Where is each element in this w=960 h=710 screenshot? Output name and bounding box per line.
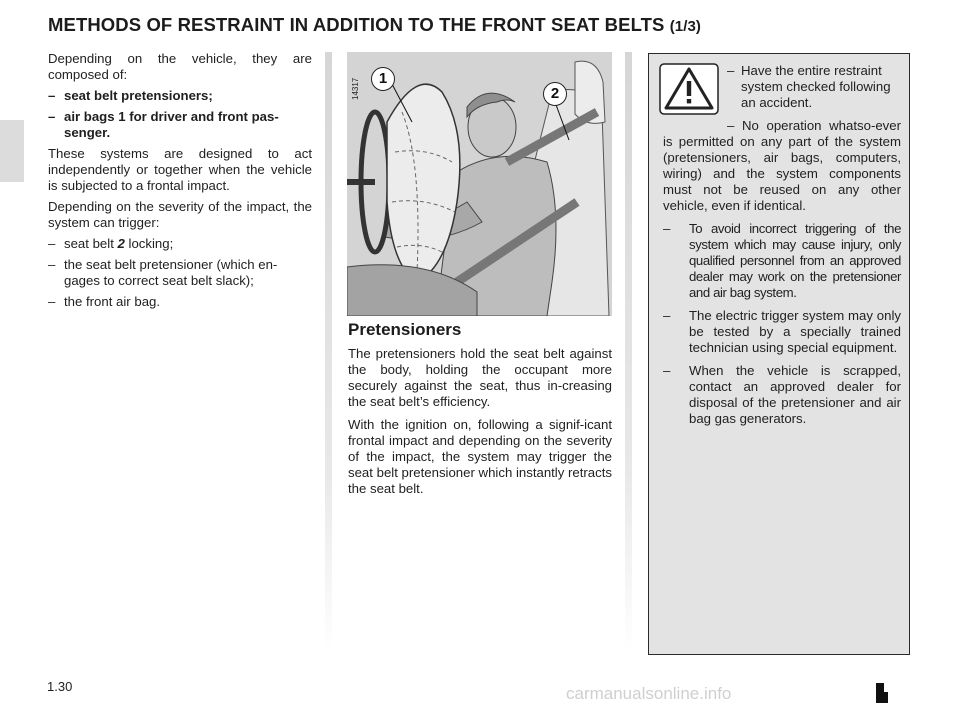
chapter-tab <box>0 120 24 182</box>
warning-box <box>648 53 910 655</box>
section-heading: Pretensioners <box>348 320 462 339</box>
list-item: – air bags 1 for driver and front pas-senger. <box>48 109 279 140</box>
airbag-illustration <box>347 52 612 316</box>
airbag-drawing <box>347 52 612 316</box>
column-divider <box>625 52 632 652</box>
intro-paragraph: These systems are designed to act independently or together when the vehicle is subjected to a frontal impact. <box>48 146 312 193</box>
intro-column <box>48 51 312 315</box>
warning-item: – Have the entire restraint system checked following an accident. <box>727 63 891 110</box>
list-item: – the seat belt pretensioner (which en-gages to correct seat belt slack); <box>48 257 278 288</box>
callout-2: 2 <box>543 82 567 106</box>
page-corner-mark <box>876 683 884 703</box>
page-title: METHODS OF RESTRAINT IN ADDITION TO THE FRONT SEAT BELTS (1/3) <box>48 14 702 35</box>
watermark: carmanualsonline.info <box>566 684 732 703</box>
callout-1: 1 <box>371 67 395 91</box>
section-paragraph: With the ignition on, following a signif-icant frontal impact and depending on the severity of the impact, the system may trigger the seat belt pretensioner which instantly retracts the seat belt. <box>348 417 612 496</box>
page-part: (1/3) <box>669 18 702 35</box>
list-item: – the front air bag. <box>48 294 161 309</box>
column-divider <box>325 52 332 652</box>
warning-item: – No operation whatso-ever is permitted on any part of the system (pretensioners, air bags, computers, wiring) and the system components must not be reused on any other vehicle, even if identical. <box>663 118 901 213</box>
warning-item: – The electric trigger system may only be tested by a specially trained technician using special equipment. <box>663 308 901 355</box>
intro-paragraph: Depending on the vehicle, they are composed of: <box>48 51 312 82</box>
intro-paragraph: Depending on the severity of the impact, the system can trigger: <box>48 199 312 230</box>
page-number: 1.30 <box>47 679 73 694</box>
section-paragraph: The pretensioners hold the seat belt against the body, holding the occupant more securely against the seat, thus in-creasing the seat belt’s efficiency. <box>348 346 612 409</box>
figure-id: 14317 <box>351 77 360 100</box>
warning-list <box>663 63 901 434</box>
warning-item: – When the vehicle is scrapped, contact an approved dealer for disposal of the pretensioner and air bag gas generators. <box>663 363 901 426</box>
pretensioners-section <box>348 322 612 504</box>
list-item: – seat belt 2 locking; <box>48 236 174 251</box>
warning-item: – To avoid incorrect triggering of the system which may cause injury, only qualified personnel from an approved dealer may work on the pretensioner and air bag system. <box>663 221 901 300</box>
list-item: – seat belt pretensioners; <box>48 88 213 103</box>
